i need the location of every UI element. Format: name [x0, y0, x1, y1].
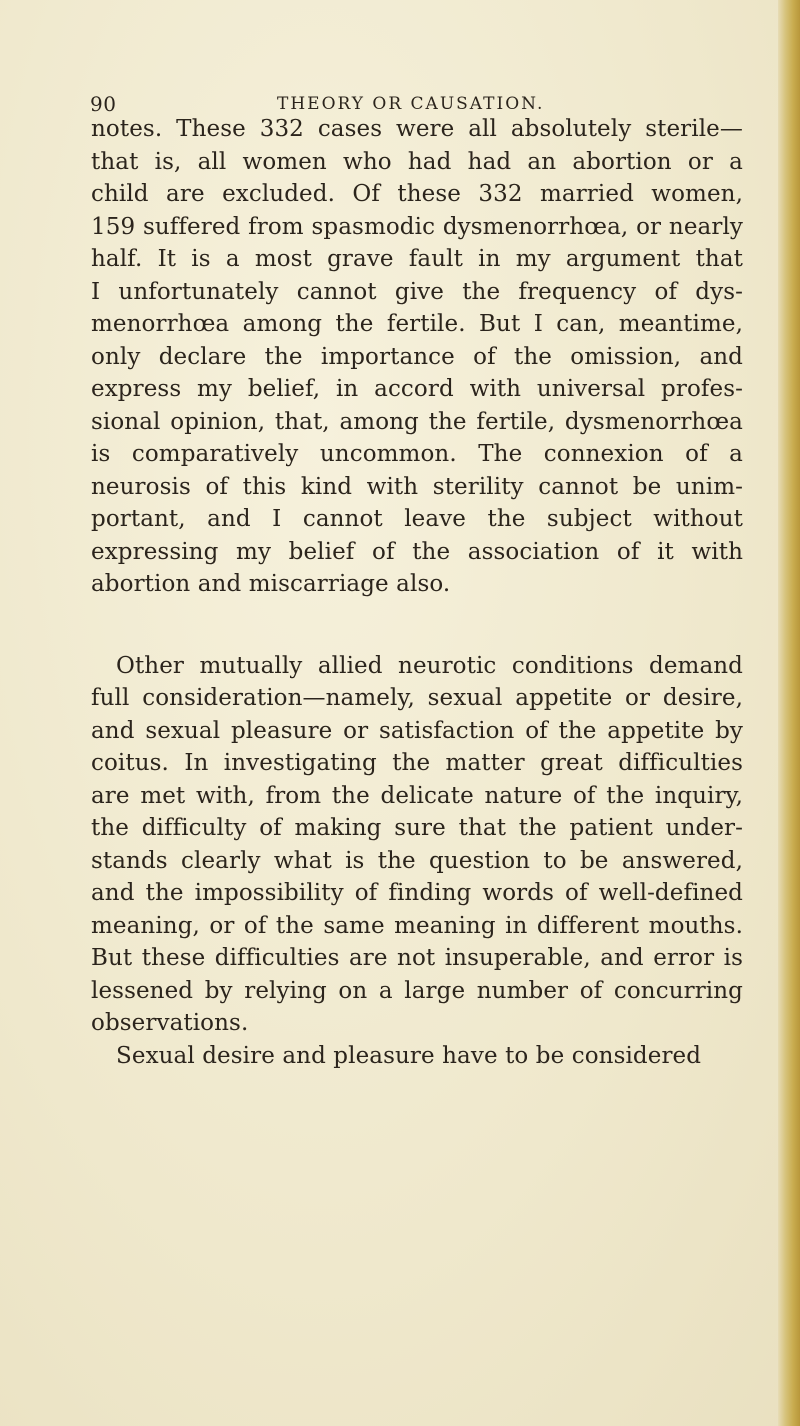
text-line: 159 suffered from spasmodic dysmenorrhœa, or nearly [91, 213, 743, 240]
text-line: child are excluded. Of these 332 married women, [91, 181, 743, 207]
text-line: I unfortunately cannot give the frequency of dys- [91, 278, 743, 305]
text-line: notes. These 332 cases were all absolutely sterile— [91, 116, 743, 142]
text-line: But these difficulties are not insuperable, and error is [91, 945, 743, 971]
text-line: stands clearly what is the question to be answered, [91, 847, 743, 874]
text-line: observations. [91, 1010, 249, 1036]
text-line: Other mutually allied neurotic conditions demand [116, 652, 743, 679]
text-line: coitus. In investigating the matter great difficulties [91, 750, 743, 776]
text-line: Sexual desire and pleasure have to be considered [116, 1042, 702, 1069]
paragraph-3 [91, 1040, 743, 1073]
text-line: the difficulty of making sure that the patient under- [91, 815, 743, 841]
text-line: and the impossibility of finding words of well-defined [91, 880, 743, 906]
text-line: sional opinion, that, among the fertile, dysmenorrhœa [91, 408, 743, 435]
page-number: 90 [90, 92, 117, 116]
paragraph-2 [91, 650, 743, 1040]
text-line: express my belief, in accord with universal profes- [91, 376, 743, 402]
text-line: and sexual pleasure or satisfaction of the appetite by [91, 717, 743, 744]
text-line: are met with, from the delicate nature of the inquiry, [91, 782, 743, 809]
text-line: is comparatively uncommon. The connexion of a [91, 441, 743, 467]
text-line: portant, and I cannot leave the subject without [91, 506, 743, 532]
page-body [91, 113, 743, 1072]
text-line: full consideration—namely, sexual appetite or desire, [91, 685, 743, 711]
text-line: lessened by relying on a large number of concurring [91, 977, 743, 1004]
text-line: meaning, or of the same meaning in different mouths. [91, 912, 743, 939]
paragraph-1 [91, 113, 743, 601]
page-edge-gilding [778, 0, 800, 1426]
text-line: expressing my belief of the association of it with [91, 538, 743, 565]
text-line: abortion and miscarriage also. [91, 571, 451, 597]
running-head: THEORY OR CAUSATION. [277, 94, 545, 114]
paragraph-gap [91, 601, 743, 650]
text-line: only declare the importance of the omission, and [91, 343, 743, 370]
text-line: menorrhœa among the fertile. But I can, meantime, [91, 311, 743, 337]
text-line: neurosis of this kind with sterility cannot be unim- [91, 473, 743, 500]
text-line: that is, all women who had had an abortion or a [91, 148, 743, 175]
text-line: half. It is a most grave fault in my argument that [91, 246, 743, 272]
